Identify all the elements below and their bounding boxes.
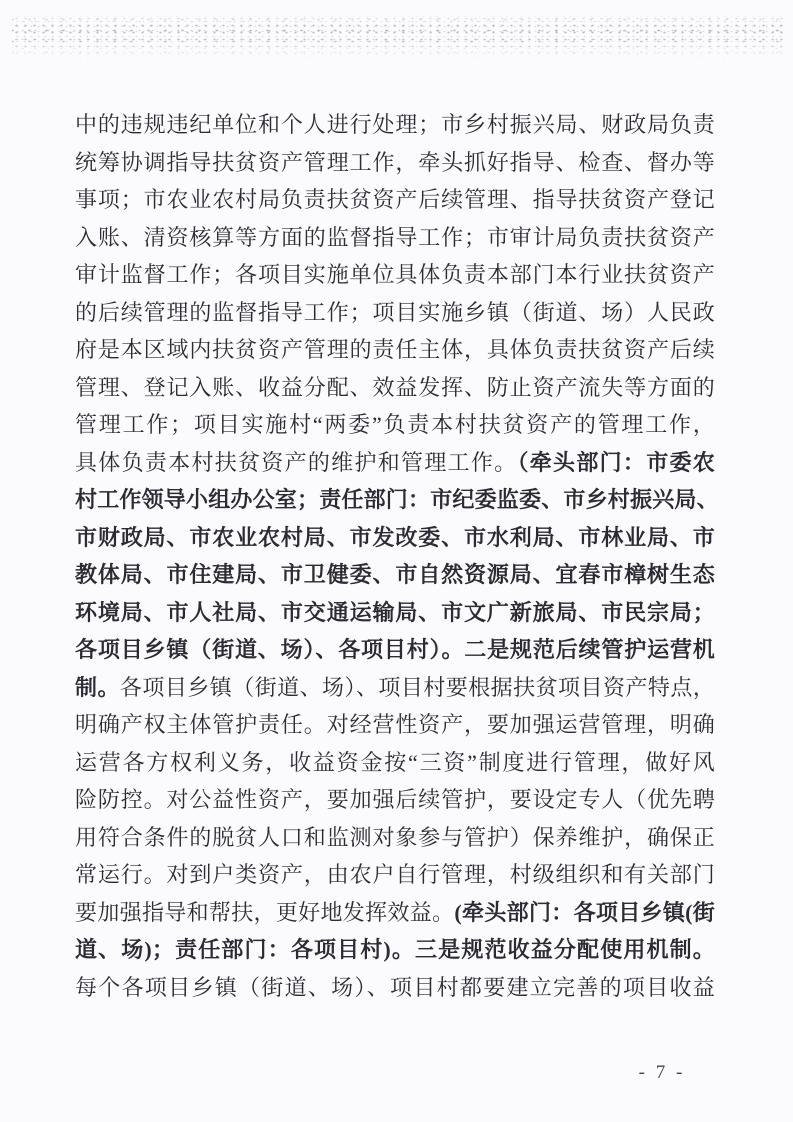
text-line	[75, 931, 715, 969]
text-line	[75, 256, 715, 294]
text-segment: 运营各方权利义务，收益资金按“三资”制度进行管理，做好风	[75, 749, 715, 775]
text-segment: 府是本区域内扶贫资产管理的责任主体，具体负责扶贫资产后续	[75, 337, 715, 362]
bold-text-segment: (牵头部门：各项目乡镇(街	[454, 899, 715, 925]
text-line	[75, 369, 715, 407]
text-line	[75, 444, 715, 482]
text-line	[75, 181, 715, 219]
text-segment: 中的违规违纪单位和个人进行处理；市乡村振兴局、财政局负责	[75, 112, 715, 137]
text-line	[75, 219, 715, 257]
document-body	[75, 106, 719, 1006]
text-line	[75, 856, 715, 894]
bold-text-segment: 村工作领导小组办公室；责任部门：市纪委监委、市乡村振兴局、	[75, 487, 719, 512]
bold-text-segment: 教体局、市住建局、市卫健委、市自然资源局、宜春市樟树生态	[75, 562, 715, 587]
text-segment: 具体负责本村扶贫资产的维护和管理工作。	[75, 449, 518, 475]
text-segment: 统筹协调指导扶贫资产管理工作，牵头抓好指导、检查、督办等	[75, 149, 715, 175]
bold-text-segment: 制。	[75, 674, 120, 700]
bold-text-segment: （牵头部门：市委农	[517, 449, 715, 475]
text-line	[75, 406, 715, 444]
text-line	[75, 294, 715, 332]
text-line	[75, 331, 715, 369]
text-segment: 的后续管理的监督指导工作；项目实施乡镇（街道、场）人民政	[75, 299, 715, 325]
text-segment: 各项目乡镇（街道、场）、项目村要根据扶贫项目资产特点，	[119, 674, 715, 700]
text-line	[75, 969, 715, 1007]
text-line	[75, 669, 715, 707]
bold-text-segment: 道、场)；责任部门：各项目村)。三是规范收益分配使用机制。	[75, 937, 715, 962]
bold-text-segment: 环境局、市人社局、市交通运输局、市文广新旅局、市民宗局；	[75, 599, 715, 625]
bold-text-segment: 市财政局、市农业农村局、市发改委、市水利局、市林业局、市	[75, 524, 715, 550]
text-segment: 要加强指导和帮扶，更好地发挥效益。	[75, 899, 455, 925]
text-segment: 明确产权主体管护责任。对经营性资产，要加强运营管理，明确	[75, 712, 715, 737]
text-line	[75, 481, 719, 519]
text-segment: 管理、登记入账、收益分配、效益发挥、防止资产流失等方面的	[75, 374, 715, 400]
text-line	[75, 706, 715, 744]
text-segment: 险防控。对公益性资产，要加强后续管护，要设定专人（优先聘	[75, 787, 715, 812]
text-line	[75, 594, 715, 632]
text-segment: 管理工作；项目实施村“两委”负责本村扶贫资产的管理工作，	[75, 412, 715, 437]
text-line	[75, 144, 715, 182]
text-segment: 事项；市农业农村局负责扶贫资产后续管理、指导扶贫资产登记	[75, 187, 715, 212]
bold-text-segment: 各项目乡镇（街道、场）、各项目村）。二是规范后续管护运营机	[75, 637, 715, 662]
page-number: - 7 -	[638, 1062, 686, 1083]
text-line	[75, 819, 715, 857]
text-line	[75, 631, 715, 669]
text-line	[75, 894, 715, 932]
text-segment: 入账、清资核算等方面的监督指导工作；市审计局负责扶贫资产	[75, 224, 715, 250]
text-line	[75, 781, 715, 819]
text-line	[75, 106, 715, 144]
text-segment: 常运行。对到户类资产，由农户自行管理，村级组织和有关部门	[75, 862, 715, 887]
scan-noise-artifact	[12, 13, 785, 59]
text-line	[75, 519, 715, 557]
text-segment: 审计监督工作；各项目实施单位具体负责本部门本行业扶贫资产	[75, 262, 715, 287]
text-segment: 每个各项目乡镇（街道、场）、项目村都要建立完善的项目收益	[75, 974, 715, 1000]
text-line	[75, 556, 715, 594]
text-segment: 用符合条件的脱贫人口和监测对象参与管护）保养维护，确保正	[75, 824, 715, 850]
text-line	[75, 744, 715, 782]
